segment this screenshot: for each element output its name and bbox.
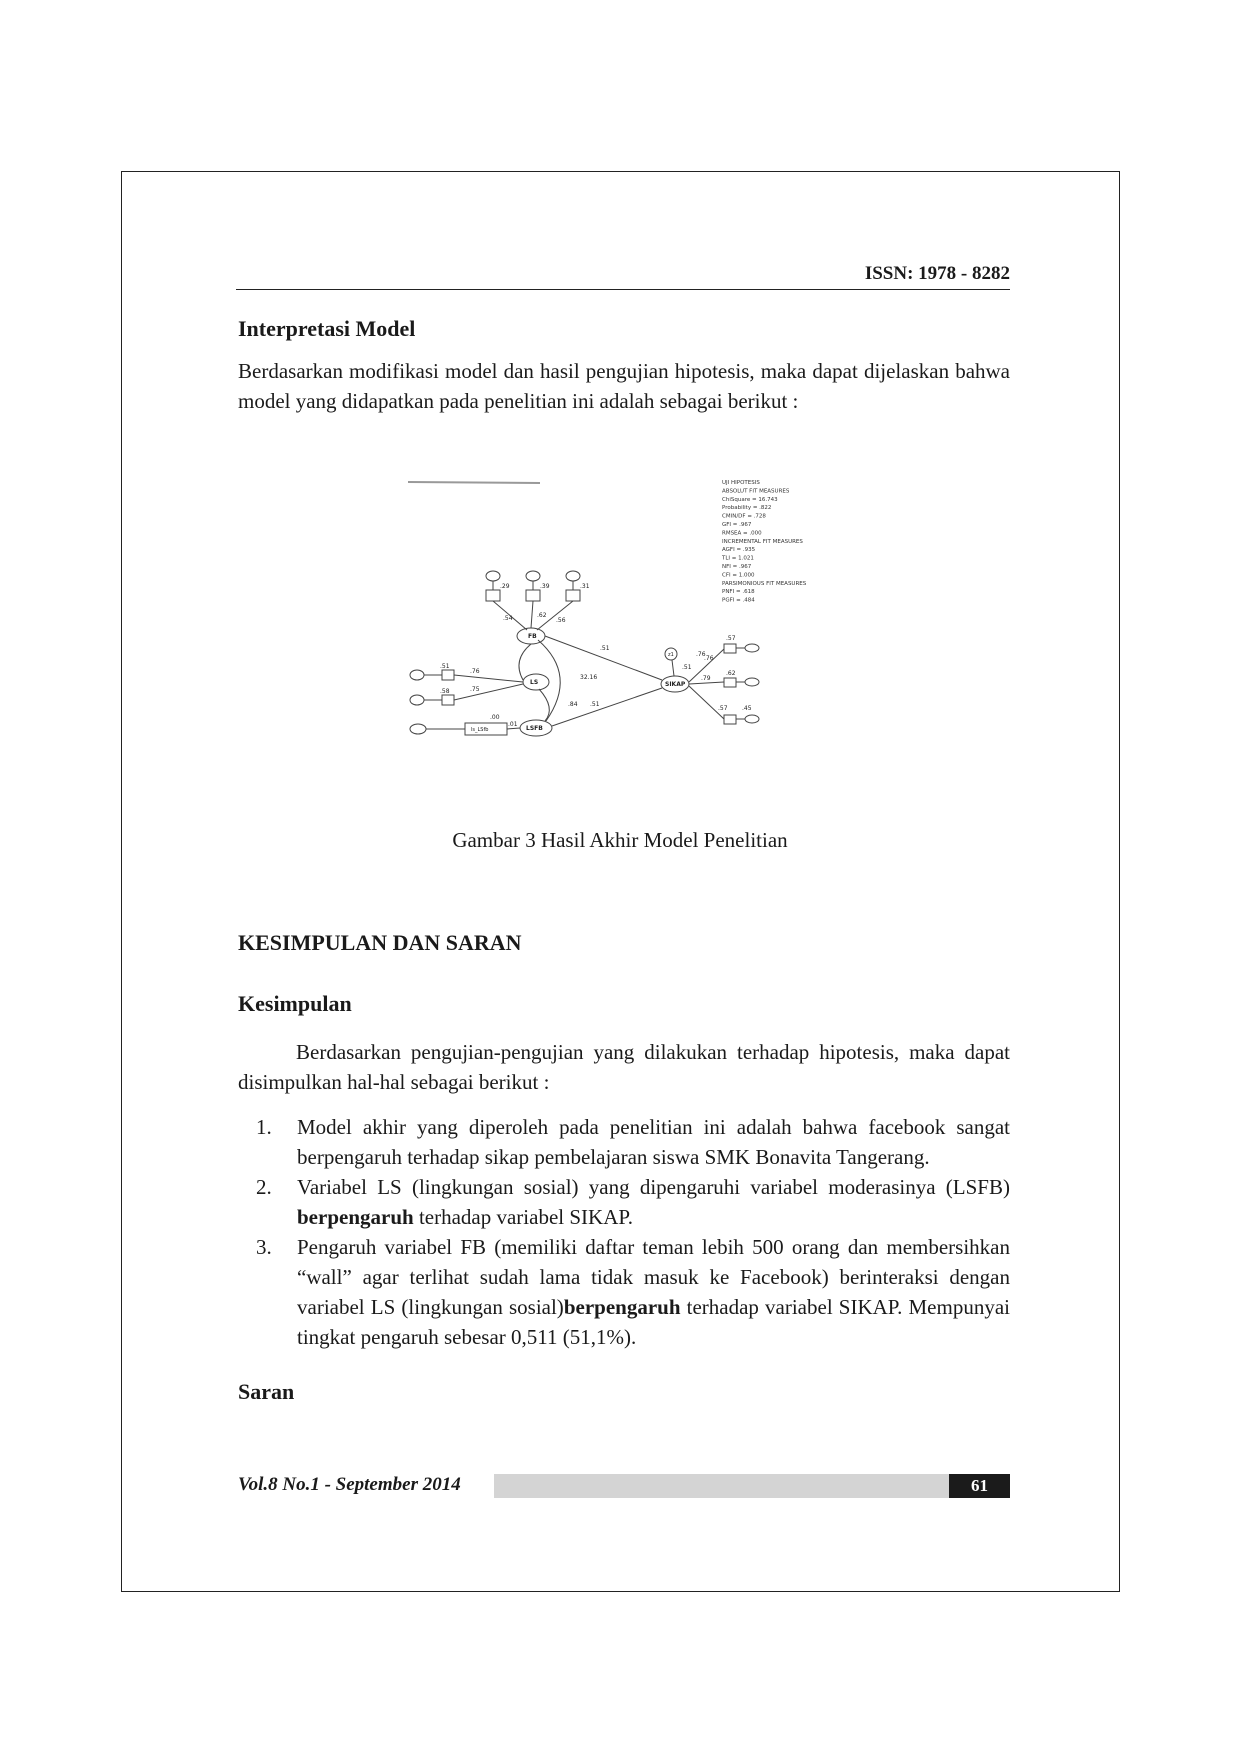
subheading-kesimpulan: Kesimpulan — [238, 991, 352, 1016]
label-fb-x3: .56 — [556, 617, 566, 624]
label-e1: .29 — [500, 583, 510, 590]
node-sikap: SIKAP — [665, 681, 686, 688]
label-e2: .39 — [540, 583, 550, 590]
header-rule — [236, 289, 1010, 290]
section-heading-kesimpulan-saran: KESIMPULAN DAN SARAN — [238, 930, 522, 955]
list-item — [238, 1112, 1010, 1172]
label-ls-x1: .76 — [470, 668, 480, 675]
model-paragraph: Berdasarkan modifikasi model dan hasil pengujian hipotesis, maka dapat dijelaskan bahwa model yang didapatkan pada penelitian ini adalah sebagai berikut : — [238, 359, 1010, 413]
label-ls-sikap: .51 — [682, 664, 692, 671]
label-e5: .58 — [440, 688, 450, 695]
list-item — [238, 1232, 1010, 1352]
fit-measure-line: ABSOLUT FIT MEASURES — [722, 488, 790, 495]
fit-measure-line: AGFI = .935 — [722, 547, 756, 554]
list-text-post: terhadap variabel SIKAP. Mempunyai tingkat pengaruh sebesar 0,511 (51,1%). — [297, 1295, 1010, 1349]
fit-measure-line: GFI = .967 — [722, 522, 752, 528]
node-lsfb: LSFB — [526, 725, 543, 732]
label-y2b: .79 — [701, 675, 711, 682]
conclusion-list — [238, 1112, 1010, 1352]
node-z1: z1 — [668, 652, 674, 658]
figure-caption: Gambar 3 Hasil Akhir Model Penelitian — [452, 828, 788, 852]
label-e3: .31 — [580, 583, 590, 590]
fit-measure-line: Probability = .822 — [722, 505, 772, 512]
fit-measure-line: CMIN/DF = .728 — [722, 513, 766, 520]
label-ls-x2: .75 — [470, 686, 480, 693]
label-z-sikap: .76 — [696, 651, 706, 658]
label-y2: .62 — [726, 670, 736, 677]
list-number: 2. — [256, 1175, 272, 1199]
subheading-saran: Saran — [238, 1379, 295, 1404]
label-fb-ls-cov: 32.16 — [580, 674, 598, 681]
issn-header: ISSN: 1978 - 8282 — [864, 263, 1010, 284]
label-y3b: .45 — [742, 705, 752, 712]
label-fb-x2: .62 — [537, 612, 547, 619]
list-text-bold: berpengaruh — [563, 1295, 681, 1319]
label-fb-sikap: .51 — [600, 645, 610, 652]
label-y1b: .76 — [704, 655, 714, 662]
label-e4: .51 — [440, 663, 450, 670]
fit-measure-line: ChiSquare = 16.743 — [722, 496, 778, 503]
label-y1: .57 — [726, 635, 736, 642]
node-ls: LS — [530, 679, 539, 686]
section-heading-interpretasi: Interpretasi Model — [238, 316, 416, 341]
list-number: 3. — [256, 1235, 272, 1259]
list-text-bold: berpengaruh — [297, 1205, 414, 1229]
sem-path-diagram — [400, 470, 840, 770]
list-text: Model akhir yang diperoleh pada penelitian ini adalah bahwa facebook sangat berpengaruh terhadap sikap pembelajaran siswa SMK Bonavita Tangerang. — [297, 1115, 1010, 1169]
fit-measure-line: PARSIMONIOUS FIT MEASURES — [722, 580, 807, 587]
list-item — [238, 1172, 1010, 1232]
fit-measure-line: PNFI = .618 — [722, 589, 755, 596]
fit-measure-line: NFI = .967 — [722, 564, 752, 570]
label-lsfb-cov: .84 — [568, 701, 578, 708]
fit-measure-line: RMSEA = .000 — [722, 530, 762, 537]
fit-measure-line: INCREMENTAL FIT MEASURES — [722, 538, 803, 545]
fit-measure-line: CFI = 1.000 — [722, 572, 755, 579]
fit-measures-block — [721, 480, 807, 604]
list-text-pre: Variabel LS (lingkungan sosial) yang dipengaruhi variabel moderasinya (LSFB) — [297, 1175, 1010, 1199]
label-lsfb-box: .00 — [490, 714, 500, 721]
label-lsfb-sikap: .51 — [590, 701, 600, 708]
page-number: 61 — [949, 1474, 1010, 1498]
node-ls-lsfb-box: ls_LSfb — [471, 727, 489, 733]
label-lsfb-loading: .01 — [508, 721, 518, 728]
node-fb: FB — [528, 633, 537, 640]
fit-measure-line: TLI = 1.021 — [722, 555, 754, 562]
footer-bar — [494, 1474, 949, 1498]
label-fb-x1: .54 — [503, 615, 513, 622]
fit-measure-line: PGFI = .484 — [722, 597, 755, 604]
fit-measure-line: UJI HIPOTESIS — [722, 480, 760, 486]
kesimpulan-intro: Berdasarkan pengujian-pengujian yang dilakukan terhadap hipotesis, maka dapat disimpulkan hal-hal sebagai berikut : — [238, 1040, 1010, 1094]
list-text-post: terhadap variabel SIKAP. — [413, 1205, 633, 1229]
list-number: 1. — [256, 1115, 272, 1139]
list-text-pre: Pengaruh variabel FB (memiliki daftar teman lebih 500 orang dan membersihkan “wall” agar terlihat sudah lama tidak masuk ke Facebook) berinteraksi dengan variabel LS (lingkungan sosial) — [297, 1235, 1010, 1319]
footer-volume: Vol.8 No.1 - September 2014 — [238, 1474, 461, 1495]
label-y3: .57 — [718, 705, 728, 712]
